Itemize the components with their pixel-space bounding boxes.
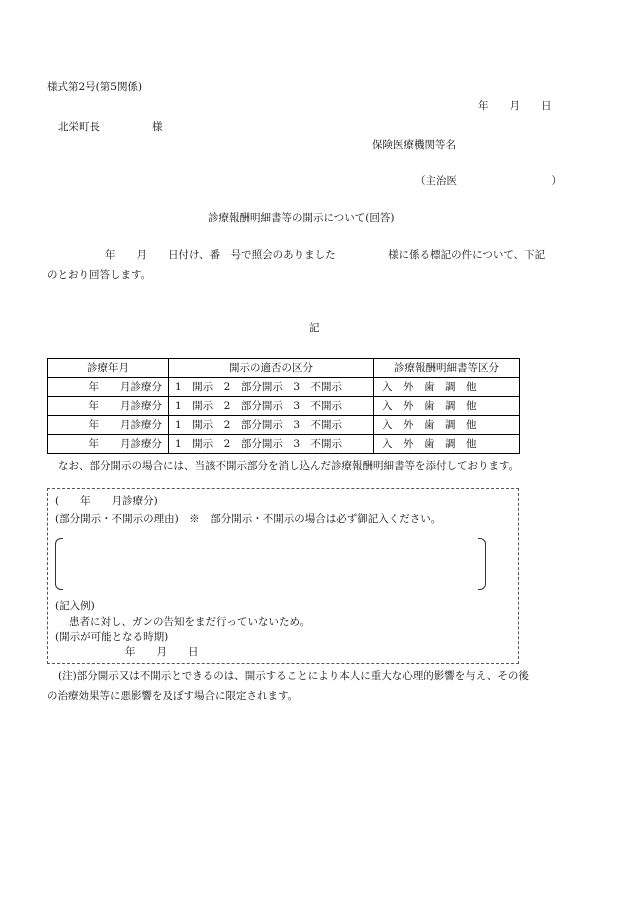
form-number: 様式第2号(第5関係) xyxy=(47,81,143,93)
recipient-name: 北栄町長 xyxy=(58,121,100,133)
table-row xyxy=(48,435,520,454)
period-label: (開示が可能となる時期) xyxy=(55,631,169,643)
example-label: (記入例) xyxy=(55,600,95,612)
cell-month: 年 月診療分 xyxy=(48,435,169,454)
intro-line-2: のとおり回答します。 xyxy=(47,269,152,281)
example-text: 患者に対し、ガンの告知をまだ行っていないため。 xyxy=(69,616,311,628)
table-header-row xyxy=(48,359,520,378)
cell-document-type: 入 外 歯 調 他 xyxy=(374,397,520,416)
disclosure-table xyxy=(47,358,520,454)
header-document-type: 診療報酬明細書等区分 xyxy=(374,359,520,378)
footnote-line-1: (注)部分開示又は不開示とできるのは、開示することにより本人に重大な心理的影響を与え、その後 xyxy=(58,670,529,682)
box-reason-line: (部分開示・不開示の理由) ※ 部分開示・不開示の場合は必ず御記入ください。 xyxy=(55,513,442,525)
intro-line-1: 年 月 日付け、番 号で照会のありました 様に係る標記の件について、下記 xyxy=(105,249,546,261)
cell-document-type: 入 外 歯 調 他 xyxy=(374,416,520,435)
institution-label: 保険医療機関等名 xyxy=(372,139,456,151)
footnote-line-2: の治療効果等に悪影響を及ぼす場合に限定されます。 xyxy=(47,690,299,702)
reason-bracket-right xyxy=(478,538,486,590)
table-row xyxy=(48,397,520,416)
cell-disclosure: 1 開示 2 部分開示 3 不開示 xyxy=(169,435,374,454)
header-month: 診療年月 xyxy=(48,359,169,378)
ki-heading: 記 xyxy=(309,322,320,334)
cell-disclosure: 1 開示 2 部分開示 3 不開示 xyxy=(169,378,374,397)
reason-bracket-left xyxy=(55,538,63,590)
header-disclosure: 開示の適否の区分 xyxy=(169,359,374,378)
cell-month: 年 月診療分 xyxy=(48,378,169,397)
cell-document-type: 入 外 歯 調 他 xyxy=(374,378,520,397)
doctor-label: （主治医 ） xyxy=(415,175,562,187)
table-row xyxy=(48,416,520,435)
partial-disclosure-note: なお、部分開示の場合には、当該不開示部分を消し込んだ診療報酬明細書等を添付しております。 xyxy=(58,460,520,472)
cell-month: 年 月診療分 xyxy=(48,397,169,416)
document-title: 診療報酬明細書等の開示について(回答) xyxy=(208,212,395,224)
cell-document-type: 入 外 歯 調 他 xyxy=(374,435,520,454)
cell-disclosure: 1 開示 2 部分開示 3 不開示 xyxy=(169,397,374,416)
box-month-line: ( 年 月診療分) xyxy=(55,495,158,507)
period-date: 年 月 日 xyxy=(125,646,199,658)
recipient-honorific: 様 xyxy=(152,121,163,133)
table-row xyxy=(48,378,520,397)
date-line: 年 月 日 xyxy=(478,100,552,112)
cell-disclosure: 1 開示 2 部分開示 3 不開示 xyxy=(169,416,374,435)
cell-month: 年 月診療分 xyxy=(48,416,169,435)
